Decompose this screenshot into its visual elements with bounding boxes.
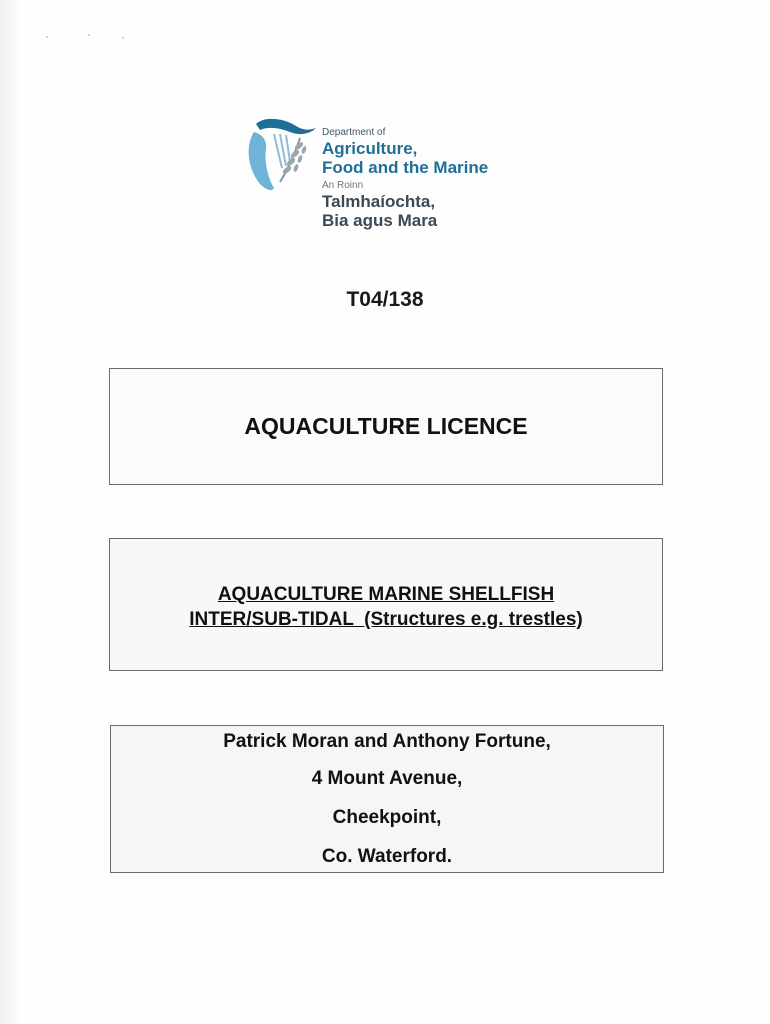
department-name-block bbox=[322, 127, 562, 230]
speck bbox=[122, 37, 124, 39]
speck bbox=[117, 50, 118, 51]
licence-title: AQUACULTURE LICENCE bbox=[244, 413, 528, 439]
department-logo bbox=[244, 116, 544, 236]
speck bbox=[88, 34, 90, 36]
licensee-street: 4 Mount Avenue, bbox=[311, 768, 463, 789]
scan-edge-shadow bbox=[0, 0, 22, 1024]
licensee-address-box bbox=[110, 725, 664, 873]
licensee-town: Cheekpoint, bbox=[332, 807, 442, 828]
licence-type-line-1: AQUACULTURE MARINE SHELLFISH bbox=[217, 584, 555, 605]
logo-bia-agus-mara: Bia agus Mara bbox=[322, 211, 438, 230]
licence-title-box bbox=[109, 368, 663, 485]
logo-talmhaiochta: Talmhaíochta, bbox=[322, 192, 436, 211]
logo-department-of: Department of bbox=[322, 127, 386, 138]
licence-reference-number: T04/138 bbox=[346, 288, 424, 311]
licence-type-line-2: INTER/SUB-TIDAL (Structures e.g. trestles) bbox=[189, 609, 583, 630]
speck bbox=[46, 36, 48, 38]
licence-type-box bbox=[109, 538, 663, 671]
licensee-county: Co. Waterford. bbox=[321, 846, 453, 867]
department-emblem-icon bbox=[244, 116, 320, 196]
logo-food-marine: Food and the Marine bbox=[322, 158, 489, 177]
licensee-names: Patrick Moran and Anthony Fortune, bbox=[223, 731, 551, 752]
logo-agriculture: Agriculture, bbox=[322, 139, 418, 158]
logo-an-roinn: An Roinn bbox=[322, 180, 364, 191]
